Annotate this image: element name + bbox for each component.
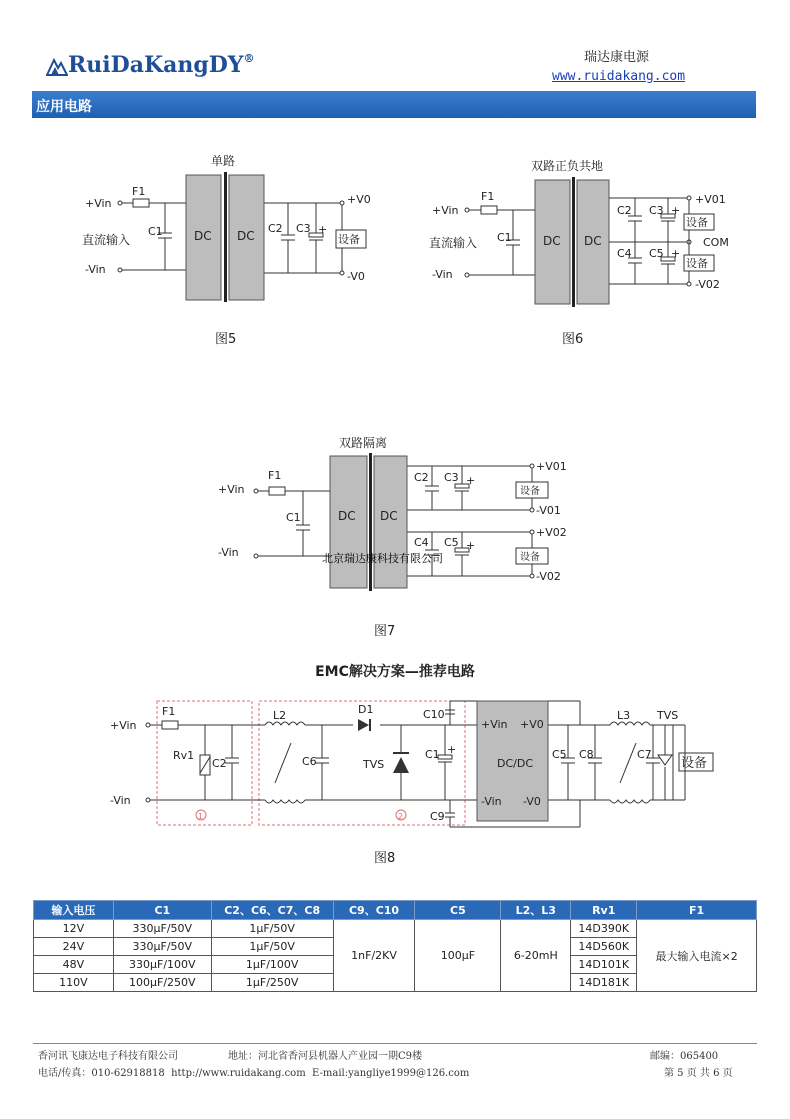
footer-company: 香河讯飞康达电子科技有限公司 [38, 1051, 178, 1062]
footer-divider [33, 1043, 757, 1044]
svg-text:-Vin: -Vin [481, 795, 502, 808]
svg-text:DC: DC [194, 229, 212, 243]
figure-8-emc-circuit [105, 695, 725, 840]
logo-text: RuiDaKangDY [68, 52, 244, 78]
svg-text:设备: 设备 [520, 486, 540, 497]
svg-text:L3: L3 [617, 709, 631, 722]
col-header: C2、C6、C7、C8 [211, 901, 333, 920]
table-row: 48V 330μF/100V 1μF/100V 14D101K [34, 956, 757, 974]
svg-text:+Vin: +Vin [218, 483, 245, 496]
svg-text:直流输入: 直流输入 [429, 236, 478, 250]
svg-text:C2: C2 [268, 222, 283, 235]
svg-text:C4: C4 [617, 247, 632, 260]
svg-text:COM: COM [703, 236, 729, 249]
svg-text:C7: C7 [637, 748, 652, 761]
svg-text:+V01: +V01 [695, 193, 726, 206]
svg-text:设备: 设备 [686, 216, 708, 229]
svg-text:-Vin: -Vin [218, 546, 239, 559]
svg-text:DC: DC [237, 229, 255, 243]
footer-postcode: 邮编：065400 [650, 1051, 719, 1062]
svg-text:C5: C5 [444, 536, 459, 549]
svg-text:设备: 设备 [520, 552, 540, 563]
svg-text:设备: 设备 [686, 257, 708, 270]
svg-text:直流输入: 直流输入 [82, 233, 131, 247]
svg-text:2: 2 [398, 812, 404, 821]
fig5-caption: 图5 [215, 332, 237, 347]
svg-text:+: + [318, 223, 328, 236]
svg-text:双路隔离: 双路隔离 [339, 436, 388, 450]
svg-text:F1: F1 [268, 469, 282, 482]
svg-text:L2: L2 [273, 709, 287, 722]
svg-text:C8: C8 [579, 748, 594, 761]
figure-5-single-output [70, 150, 390, 310]
svg-text:1: 1 [198, 812, 204, 821]
svg-text:C3: C3 [296, 222, 311, 235]
svg-text:F1: F1 [132, 185, 146, 198]
svg-text:DC: DC [380, 509, 398, 523]
website-link[interactable]: www.ruidakang.com [552, 69, 686, 84]
svg-text:C2: C2 [212, 757, 227, 770]
fig5-title: 单路 [211, 154, 236, 168]
svg-text:-V0: -V0 [523, 795, 541, 808]
svg-text:-V01: -V01 [536, 504, 561, 517]
footer-contact: 电话/传真：010-62918818 http://www.ruidakang.com E-mail:yangliye1999@126.com [38, 1068, 470, 1079]
svg-text:DC: DC [543, 234, 561, 248]
emc-title: EMC解决方案—推荐电路 [315, 664, 475, 680]
col-header: C9、C10 [333, 901, 415, 920]
svg-text:C5: C5 [552, 748, 567, 761]
col-header: 输入电压 [34, 901, 114, 920]
col-header: Rv1 [571, 901, 637, 920]
svg-text:-Vin: -Vin [110, 794, 131, 807]
svg-text:C10: C10 [423, 708, 445, 721]
svg-text:+V02: +V02 [536, 526, 567, 539]
svg-text:设备: 设备 [681, 756, 708, 771]
svg-text:C2: C2 [414, 471, 429, 484]
svg-text:+: + [671, 247, 681, 260]
svg-text:+V0: +V0 [347, 193, 371, 206]
svg-text:F1: F1 [162, 705, 176, 718]
svg-text:+: + [466, 539, 476, 552]
svg-text:+: + [466, 474, 476, 487]
svg-text:+Vin: +Vin [432, 204, 459, 217]
table-header-row [34, 901, 757, 920]
svg-text:C3: C3 [444, 471, 459, 484]
company-name: 瑞达康电源 [584, 50, 650, 65]
svg-text:-Vin: -Vin [85, 263, 106, 276]
svg-text:Rv1: Rv1 [173, 749, 195, 762]
svg-text:DC: DC [584, 234, 602, 248]
svg-text:C1: C1 [425, 748, 440, 761]
svg-text:+Vin: +Vin [110, 719, 137, 732]
svg-text:设备: 设备 [338, 233, 360, 246]
col-header: C1 [113, 901, 211, 920]
section-bar [32, 91, 756, 118]
svg-text:+V0: +V0 [520, 718, 544, 731]
svg-text:-V02: -V02 [536, 570, 561, 583]
svg-text:F1: F1 [481, 190, 495, 203]
logo-mountain-icon [46, 56, 68, 80]
svg-text:DC: DC [338, 509, 356, 523]
component-table [33, 900, 757, 992]
svg-text:+: + [671, 204, 681, 217]
svg-text:C1: C1 [286, 511, 301, 524]
fig6-caption: 图6 [562, 332, 584, 347]
fig7-caption: 图7 [374, 624, 396, 639]
svg-text:+Vin: +Vin [481, 718, 508, 731]
svg-text:双路正负共地: 双路正负共地 [531, 159, 604, 173]
svg-text:TVS: TVS [657, 709, 679, 722]
svg-text:C5: C5 [649, 247, 664, 260]
table-row: 12V 330μF/50V 1μF/50V 1nF/2KV 100μF 6-20mH 14D390K 最大输入电流×2 [34, 920, 757, 938]
table-row: 110V 100μF/250V 1μF/250V 14D181K [34, 974, 757, 992]
fig8-caption: 图8 [374, 851, 396, 866]
svg-text:+Vin: +Vin [85, 197, 112, 210]
col-header: F1 [637, 901, 757, 920]
section-title: 应用电路 [36, 99, 92, 115]
fig7-watermark: 北京瑞达康科技有限公司 [322, 552, 443, 565]
logo-registered-mark: ® [243, 52, 255, 65]
svg-text:C2: C2 [617, 204, 632, 217]
footer-address: 地址：河北省香河县机器人产业园一期C9楼 [228, 1051, 423, 1062]
svg-text:C1: C1 [497, 231, 512, 244]
svg-text:C3: C3 [649, 204, 664, 217]
svg-text:-V0: -V0 [347, 270, 365, 283]
table-row: 24V 330μF/50V 1μF/50V 14D560K [34, 938, 757, 956]
svg-text:+V01: +V01 [536, 460, 567, 473]
svg-text:C9: C9 [430, 810, 445, 823]
col-header: L2、L3 [501, 901, 571, 920]
svg-text:D1: D1 [358, 703, 374, 716]
svg-text:+: + [447, 743, 457, 756]
col-header: C5 [415, 901, 501, 920]
svg-text:TVS: TVS [363, 758, 385, 771]
logo [68, 52, 255, 78]
footer-page-number: 第 5 页 共 6 页 [664, 1068, 733, 1079]
svg-text:C1: C1 [148, 225, 163, 238]
svg-text:C4: C4 [414, 536, 429, 549]
figure-6-dual-output-common-ground [425, 150, 755, 310]
svg-text:-Vin: -Vin [432, 268, 453, 281]
figure-7-dual-isolated-output [210, 428, 580, 598]
svg-text:DC/DC: DC/DC [497, 757, 534, 770]
svg-text:C6: C6 [302, 755, 317, 768]
svg-text:-V02: -V02 [695, 278, 720, 291]
